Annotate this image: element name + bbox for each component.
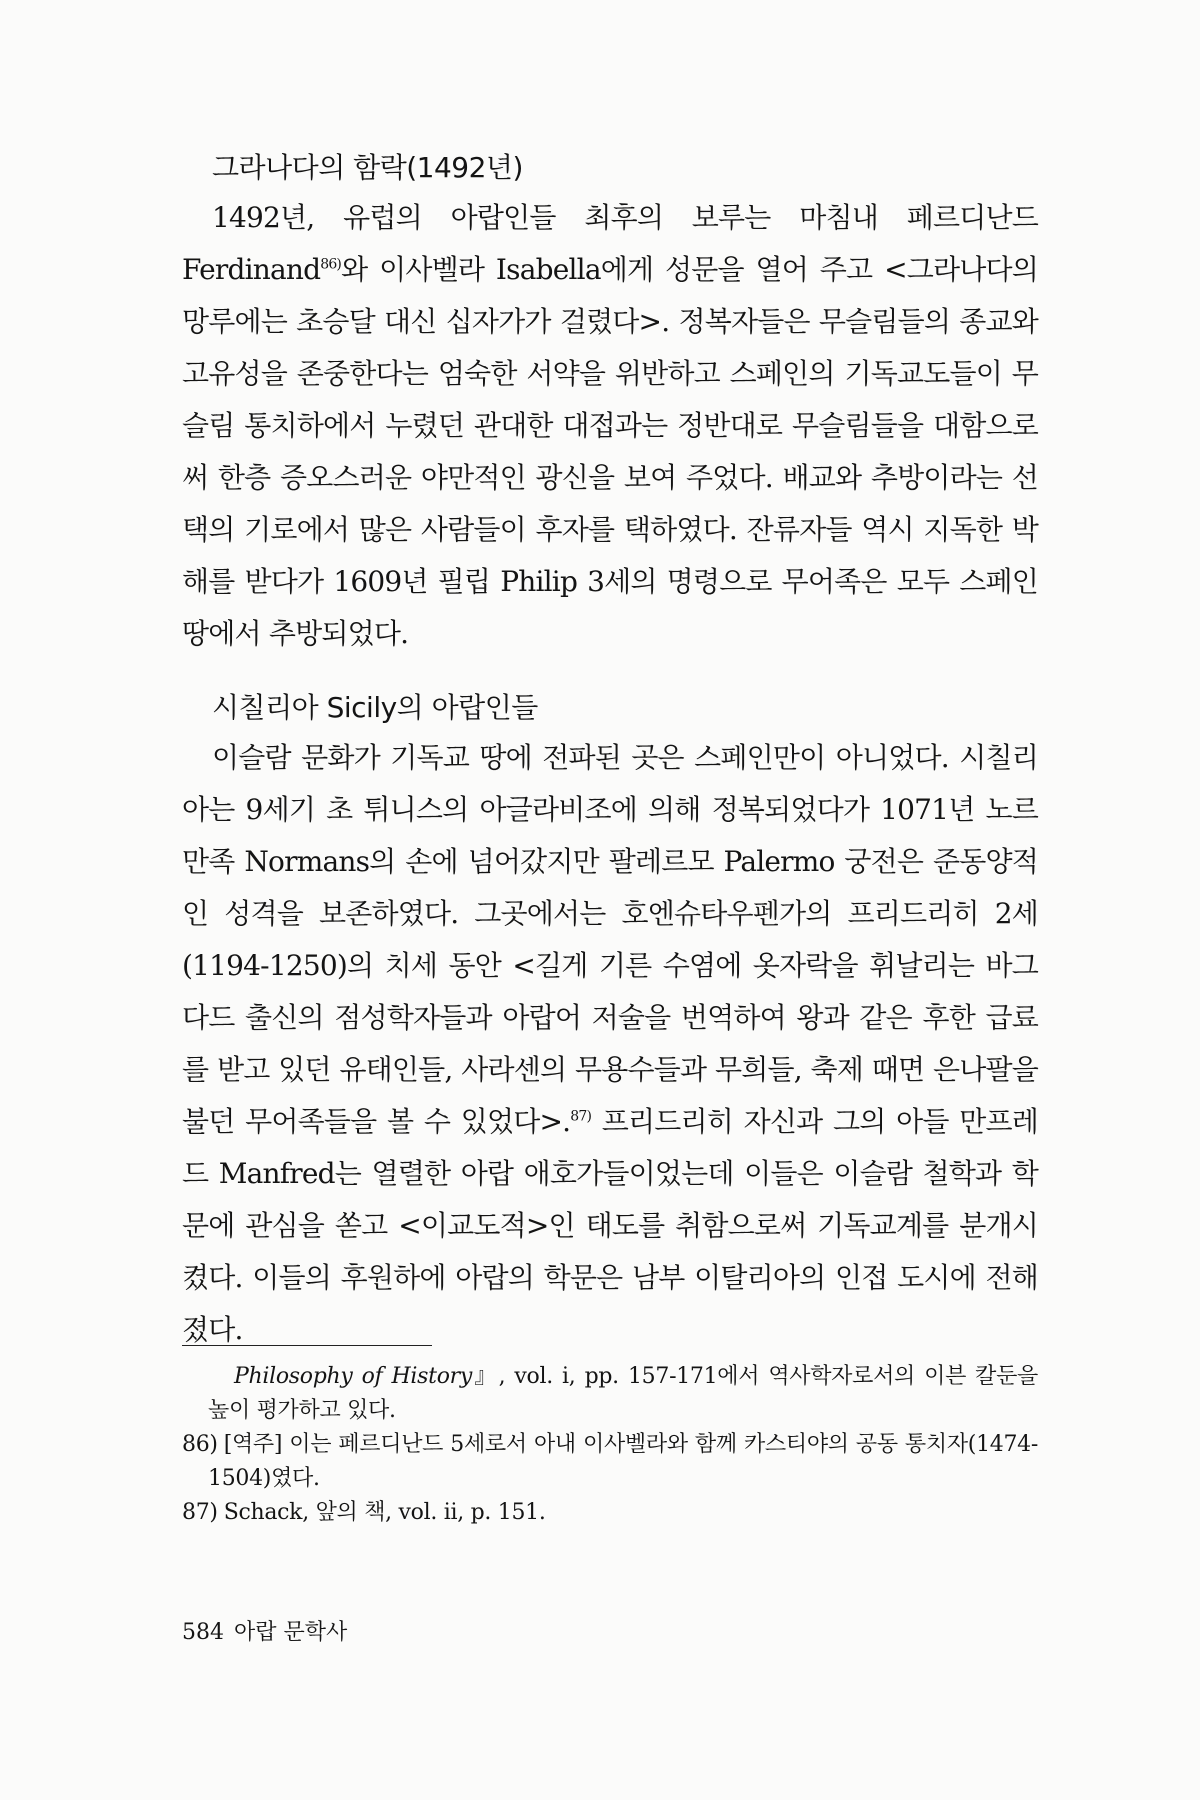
paragraph-text: 1492년, 유럽의 아랍인들 최후의 보루는 마침내 페르디난드 Ferdinand [182, 201, 1038, 286]
section-heading: 그라나다의 함락(1492년) [212, 151, 523, 184]
running-title: 아랍 문학사 [234, 1620, 348, 1645]
footnote-continued [182, 1360, 1038, 1428]
paragraph-text: 프리드리히 자신과 그의 아들 만프레드 Manfred는 열렬한 아랍 애호가들이었는데 이들은 이슬람 철학과 학문에 관심을 쏟고 <이교도적>인 태도를 취함으로써 기독교계를 분개시켰다. 이들의 후원하에 아랍의 학문은 남부 이탈리아의 인접 도시에 전해졌다. [182, 1105, 1038, 1346]
book-title: Philosophy of History [234, 1364, 472, 1389]
footnote-ref-86: 86) [320, 256, 342, 273]
footnote-divider [182, 1345, 432, 1346]
footnote-text: , vol. i, pp. 157-171에서 역사학자로서의 이븐 칼둔을 높이 평가하고 있다. [208, 1364, 1039, 1423]
section-fall-of-granada [182, 148, 1038, 660]
footnote-number: 87) [182, 1500, 218, 1525]
paragraph-text: 이슬람 문화가 기독교 땅에 전파된 곳은 스페인만이 아니었다. 시칠리아는 9세기 초 튀니스의 아글라비조에 의해 정복되었다가 1071년 노르만족 Normans의 손에 넘어갔지만 팔레르모 Palermo 궁전은 준동양적인 성격을 보존하였다. 그곳에서는 호엔슈타우펜가의 프리드리히 2세(1194-1250)의 치세 동안 <길게 기른 수염에 옷자락을 휘날리는 바그다드 출신의 점성학자들과 아랍어 저술을 번역하여 왕과 같은 후한 급료를 받고 있던 유태인들, 사라센의 무용수들과 무희들, 축제 때면 은나팔을 불던 무어족들을 볼 수 있었다>. [182, 741, 1038, 1138]
body-paragraph [182, 732, 1038, 1356]
page-footer [182, 1618, 357, 1648]
section-arabs-of-sicily [182, 688, 1038, 1356]
paragraph-text: 와 이사벨라 Isabella에게 성문을 열어 주고 <그라나다의 망루에는 초승달 대신 십자가가 걸렸다>. 정복자들은 무슬림들의 종교와 고유성을 존중한다는 엄숙한 서약을 위반하고 스페인의 기독교도들이 무슬림 통치하에서 누렸던 관대한 대접과는 정반대로 무슬림들을 대함으로써 한층 증오스러운 야만적인 광신을 보여 주었다. 배교와 추방이라는 선택의 기로에서 많은 사람들이 후자를 택하였다. 잔류자들 역시 지독한 박해를 받다가 1609년 필립 Philip 3세의 명령으로 무어족은 모두 스페인 땅에서 추방되었다. [182, 253, 1038, 650]
title-mark: 』 [472, 1364, 499, 1389]
body-paragraph [182, 192, 1038, 660]
footnote-text: [역주] 이는 페르디난드 5세로서 아내 이사벨라와 함께 카스티야의 공동 통치자(1474-1504)였다. [208, 1432, 1038, 1491]
footnote-86 [182, 1428, 1038, 1496]
footnotes [182, 1360, 1038, 1530]
page-number: 584 [182, 1620, 224, 1645]
footnote-ref-87: 87) [570, 1108, 592, 1125]
footnote-text: Schack, 앞의 책, vol. ii, p. 151. [223, 1500, 546, 1525]
footnote-number: 86) [182, 1432, 218, 1457]
section-heading: 시칠리아 Sicily의 아랍인들 [212, 691, 538, 724]
footnote-87 [182, 1496, 1038, 1530]
